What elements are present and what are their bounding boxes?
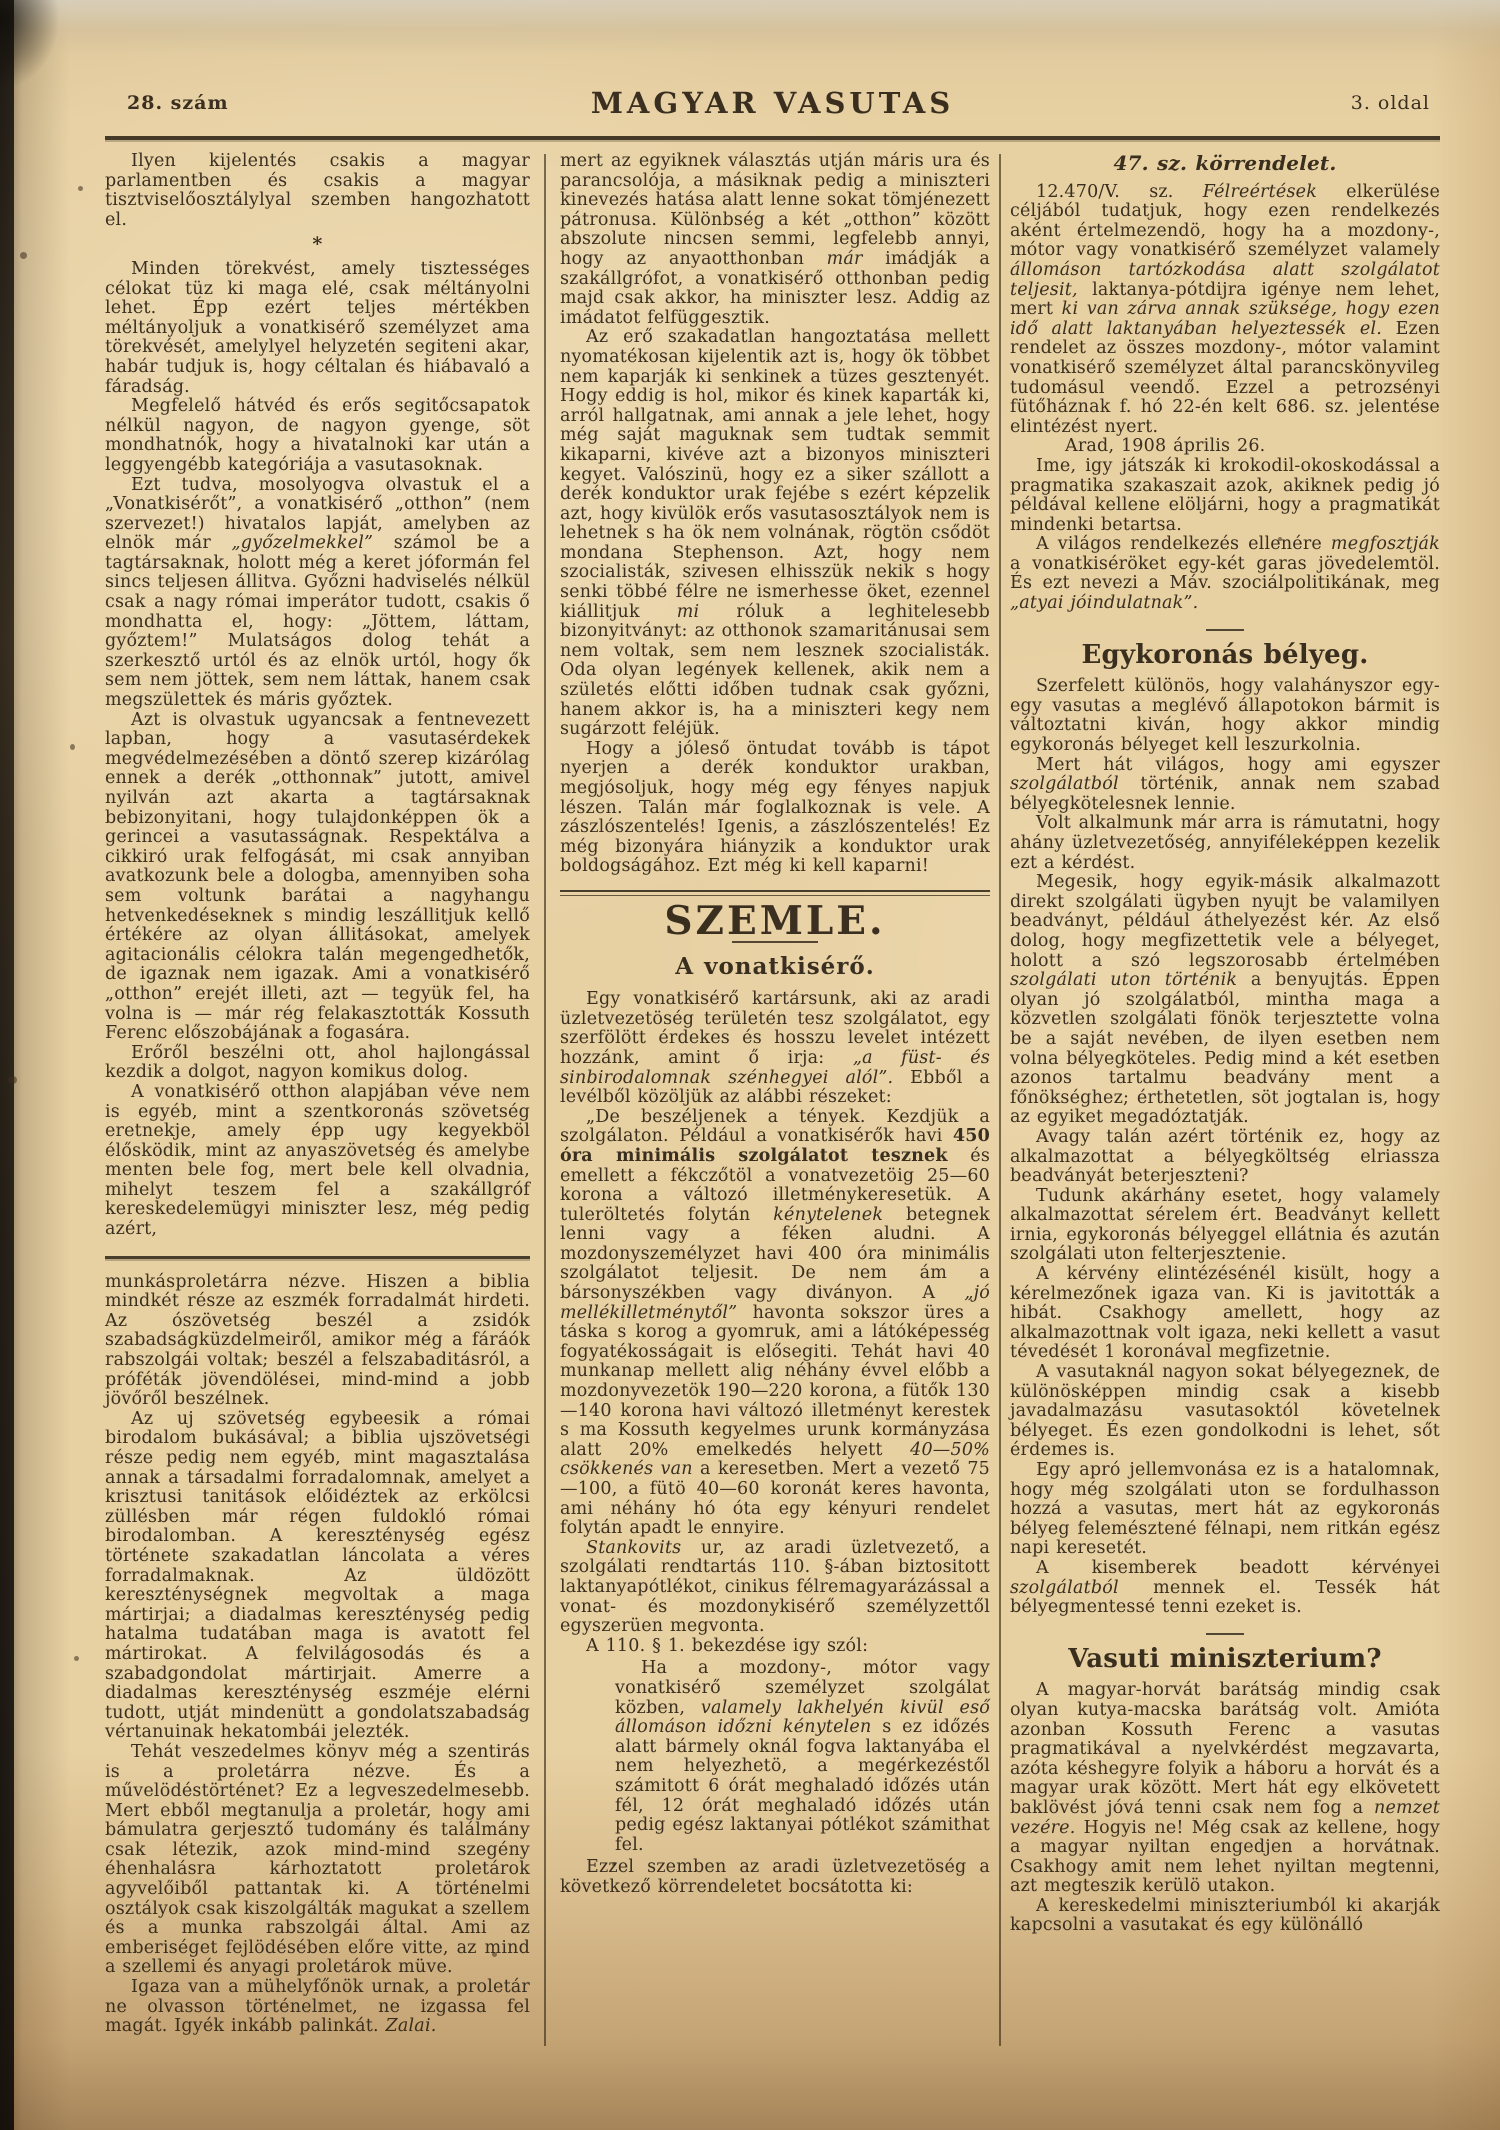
paper-speck [70, 744, 75, 750]
paragraph: Tudunk akárhány esetet, hogy valamely alkalmazottat sérelem ért. Beadványt kellett irnia, egykoronás bélyeggel ellátnia és azután szolgálati uton felterjesztenie. [1010, 1185, 1440, 1265]
column-3 [1010, 152, 1440, 2046]
paragraph: A világos rendelkezés ellenére megfosztják a vonatkiséröket egy-két garas jövedelemtöl. És ezt nevezi a Máv. szociálpolitikának, meg „atyai jóindulatnak”. [1010, 534, 1440, 614]
double-rule [560, 890, 990, 896]
scan-corner-shadow [0, 0, 60, 90]
article-divider-rule [105, 1256, 530, 1259]
section-title-szemle: SZEMLE. [664, 897, 886, 944]
column-1 [105, 152, 530, 2046]
circular-heading: 47. sz. körrendelet. [1113, 151, 1337, 175]
paragraph: Minden törekvést, amely tisztességes célokat tüz ki maga elé, csak méltányolni lehet. Épp ezért teljes mértékben méltányoljuk a vonatkisérő személyzet ama törekvését, amelylyel helyzetén segiteni akar, habár tudjuk is, hogy céltalan és hiábavaló a fáradság. [105, 258, 530, 397]
paragraph: Ilyen kijelentés csakis a magyar parlamentben és csakis a magyar tisztviselőosztálylyal szemben hangozhatott el. [105, 151, 530, 230]
paragraph: A kérvény elintézésénél kisült, hogy a kérelmezőnek igaza van. Ki is javitották a hibát. Csakhogy amellett, hogy az alkalmazottnak volt igaza, neki kellett a vasut tévedését 1 koronával megfizetnie. [1010, 1264, 1440, 1363]
article-title-vasuti-miniszterium: Vasuti miniszterium? [1068, 1643, 1382, 1674]
paragraph: Igaza van a mühelyfőnök urnak, a proletár ne olvasson történelmet, ne izgassa fel magát. Igyék inkább palinkát. Zalai. [105, 1977, 530, 2037]
paragraph: Hogy a jóleső öntudat tovább is tápot nyerjen a derék konduktor urakban, megjósoljuk, hogy még egy fényes napjuk lészen. Talán már foglalkoznak is vele. A zászlószentelés! Igenis, a zászlószentelés! Ez még bizonyára hiányzik a konduktor urak boldogságához. Ezt még ki kell kaparni! [560, 738, 990, 877]
paper-speck [8, 1076, 17, 1084]
section-dash-divider [1206, 1633, 1244, 1635]
paragraph: Stankovits ur, az aradi üzletvezető, a szolgálati rendtartás 110. §-ában biztositott laktanyapótlékot, cinikus félremagyarázással a vonat- és mozdonykisérő személyzettől egyszerüen megvonta. [560, 1537, 990, 1637]
header-rule [105, 136, 1440, 140]
paragraph: Az uj szövetség egybeesik a római birodalom bukásával; a biblia ujszövetségi része pedig nem egyéb, mint magasztalása annak a társadalmi forradalomnak, amelyet a krisztusi tanitások előidéztek az erkölcsi züllésben már régen fuldokló római birodalomban. A kereszténység egész története szakadatlan láncolata a véres forradalmaknak. Az üldözött kereszténységnek megvoltak a maga mártirjai; a diadalmas kereszténység pedig hatalma tudatában maga is avatott fel mártirokat. A felvilágosodás és a szabadgondolat mártirjait. Amerre a diadalmas kereszténység eszméje elérni tudott, utját mindenütt a gondolatszabadság vértanuinak hekatombái jelezték. [105, 1408, 530, 1743]
paragraph: Azt is olvastuk ugyancsak a fentnevezett lapban, hogy a vasutasérdekek megvédelmezésében a döntő szerep kizárólag ennek a derék „otthonnak” jutott, amivel nyilván azt akarta a tagtársaknak bebizonyitani, hogy tulajdonképpen ök a gerincei a vasutasságnak. Respektálva a cikkiró urak felfogását, mi csak annyiban avatkozunk bele a dologba, amennyiben soha sem voltunk barátai a nagyhangu hetvenkedéseknek s mindig leszállitjuk kellő értékére az olyan állitásokat, amelyek agitacionális célokra talán megengedhetők, de igaznak nem igazak. Ami a vonatkisérő „otthon” erejét illeti, azt — tegyük fel, ha volna is — már rég felakasztották Kossuth Ferenc előszobájának a fogasára. [105, 709, 530, 1044]
scan-left-edge [0, 0, 14, 2130]
paragraph: A vonatkisérő otthon alapjában véve nem is egyéb, mint a szentkoronás szövetség eretnekje, amely épp ugy kegyekböl élősködik, mint az anyaszövetség és amelybe menten bele fog, mert bele kell olvadnia, mihelyt teszem fel a szakállgróf kereskedelemügyi miniszter lesz, még pedig azért, [105, 1081, 530, 1240]
paragraph: 12.470/V. sz. Félreértések elkerülése céljából tudatjuk, hogy ezen rendelkezés aként értelmezendö, hogy ha a mozdony-, mótor vagy vonatkisérő személyzet valamely állomáson tartózkodása alatt szolgálatot teljesit, laktanya-pótdijra igénye nem lehet, mert ki van zárva annak szüksége, hogy ezen idő alatt laktanyában helyeztessék el. Ezen rendelet az összes mozdony-, mótor valamint vonatkisérő személyzet által parancskönyvileg tudomásul veendő. Ezzel a petrozsényi fütőháznak f. hó 22-én kelt 686. sz. jelentése elintézést nyert. [1010, 181, 1440, 437]
dateline: Arad, 1908 április 26. [1065, 436, 1266, 457]
paragraph: A kisemberek beadott kérvényei szolgálatból mennek el. Tessék hát bélyegmentessé tenni ezeket is. [1010, 1557, 1440, 1618]
paragraph: A vasutaknál nagyon sokat bélyegeznek, de különösképpen mindig csak a kisebb javadalmazásu vasutasoktól követelnek bélyeget. És ezen gondolkodni is lehet, sőt érdemes is. [1010, 1362, 1440, 1461]
paragraph-continuation: mert az egyiknek választás utján máris ura és parancsolója, a másiknak pedig a miniszteri kinevezés hatása alatt lenne sokat tömjénezett pátronusa. Különbség a két „otthon” között abszolute nincsen semmi, legfelebb annyi, hogy az anyaotthonban már imádják a szakállgrófot, a vonatkisérő otthonban pedig majd csak akkor, ha miniszter lesz. Addig az imádatot felfüggesztik. [560, 151, 990, 328]
paragraph: Ime, igy játszák ki krokodil-okoskodással a pragmatika szakaszait azok, akiknek pedig jó példával kellene elöljárni, hogy a pragmatikát mindenki betartsa. [1010, 455, 1440, 535]
paragraph: Szerfelett különös, hogy valahányszor egy-egy vasutas a meglévő állapotokon bármit is változtatni kiván, hogy akkor mindig egykoronás bélyeget kell leszurkolnia. [1010, 676, 1440, 756]
paragraph: Az erő szakadatlan hangoztatása mellett nyomatékosan kijelentik azt is, hogy ök többet nem kaparják ki senkinek a tüzes gesztenyét. Hogy eddig is hol, mikor és kinek kaparták ki, arról hallgatnak, ami annak a jele lehet, hogy még saját maguknak sem tudtak semmit kikaparni, kivéve azt a bizonyos miniszteri kegyet. Valószinü, hogy ez a siker szállott a derék konduktor urak fejébe s ezért képzelik azt, hogy kivülök erős vasutasosztályok nem is lehetnek s ha ök nem volnának, rögtön csődöt mondana Stephenson. Azt, hogy nem szocialisták, szivesen elhisszük nekik s hogy senki többé félre ne ismerhesse öket, ezennel kiállitjuk mi róluk a leghitelesebb bizonyitványt: az otthonok szamaritánusai sem nem voltak, sem nem lesznek szocialisták. Oda olyan legények kellenek, akik nem a születés előtti időben tudnak csak győzni, hanem akkor is, ha a miniszteri kegy nem sugárzott feléjük. [560, 327, 990, 740]
paragraph: Ezzel szemben az aradi üzletvezetöség a következő körrendeletet bocsátotta ki: [560, 1857, 990, 1897]
paragraph: Megesik, hogy egyik-másik alkalmazott direkt szolgálati ügyben nyujt be valamilyen beadványt, például áthelyezést kér. Az első dolog, hogy megfizettetik vele a bélyeget, holott a szó legszorosabb értelmében szolgálati uton történik a benyujtás. Éppen olyan jó szolgálatból, mintha maga a közvetlen szolgálati fönök terjesztette volna be a saját nevében, de ilyen esetben nem volna bélyegköteles. Pedig mind a két esetben azonos tartalmu beadvány ment a főnökséghez; érthetetlen, söt jogtalan is, hogy az egyiket megadóztatják. [1010, 872, 1440, 1128]
article-title-vonatkisero: A vonatkisérő. [675, 952, 875, 980]
paragraph: Erőről beszélni ott, ahol hajlongással kezdik a dolgot, nagyon komikus dolog. [105, 1042, 530, 1083]
paragraph: Volt alkalmunk már arra is rámutatni, hogy ahány üzletvezetőség, annyiféleképpen kezelik ezt a kérdést. [1010, 813, 1440, 873]
article-title-egykoronas-belyeg: Egykoronás bélyeg. [1081, 639, 1369, 670]
section-separator-star: * [312, 233, 323, 256]
page-number: 3. oldal [1350, 92, 1430, 114]
paragraph: Tehát veszedelmes könyv még a szentirás is a proletárra nézve. És a művelödéstörténet? Ez a legveszedelmesebb. Mert ebből megtanulja a proletár, hogy ami bámulatra gerjesztő tudomány és találmány csak létezik, azok mind-mind szegény éhenhalásra kárhoztatott proletárok agyvelőiből pattantak ki. A történelmi osztályok csak kiszolgálták magukat a szellem és a munka rabszolgái által. Ami az emberiséget fejlödésében előre vitte, az mind a szellemi és anyagi proletárok müve. [105, 1741, 531, 1978]
masthead-title: MAGYAR VASUTAS [590, 86, 955, 120]
issue-number: 28. szám [127, 92, 229, 114]
page-header [105, 86, 1440, 128]
paragraph: Megfelelő hátvéd és erős segitőcsapatok nélkül nagyon, de nagyon gyenge, söt mondhatnók, hogy a hivatalnoki kar után a leggyengébb kategóriája a vasutasoknak. [105, 396, 530, 475]
paragraph: Avagy talán azért történik ez, hogy az alkalmazottat a bélyegköltség elriassza beadványát beterjeszteni? [1010, 1126, 1440, 1187]
column-rule [999, 154, 1001, 2046]
paragraph: A 110. § 1. bekezdése igy szól: [586, 1635, 869, 1656]
paper-speck [78, 186, 83, 191]
paragraph: Ezt tudva, mosolyogva olvastuk el a „Vonatkisérőt”, a vonatkisérő „otthon” (nem szervezet!) hivatalos lapját, amelyben az elnök már „győzelmekkel” számol be a tagtársaknak, holott még a keret jóformán fel sincs teljesen állitva. Győzni hadviselés nélkül csak a nagy római imperátor tudott, csakis ő mondhatta el, hogy: „Jöttem, láttam, győztem!” Mulatságos dolog tehát a szerkesztő urtól és az elnök urtól, hogy ők sem nem jöttek, sem nem láttak, hanem csak megszülettek és máris győztek. [105, 474, 530, 711]
paragraph: Egy vonatkisérő kartársunk, aki az aradi üzletvezetöség területén tesz szolgálatot, egy szerfölött érdekes és hosszu levelet intézett hozzánk, amint ő irja: „a füst- és sinbirodalomnak szénhegyei alól”. Ebből a levélből közöljük az alábbi részeket: [560, 989, 990, 1108]
section-dash-divider [1206, 629, 1244, 631]
paragraph: A magyar-horvát barátság mindig csak olyan kutya-macska barátság volt. Amióta azonban Kossuth Ferenc a vasutas pragmatikával a nyelvkérdést megzavarta, azóta késhegyre folyik a háboru a horvát és a magyar urak között. Mert hát egy elkövetett baklövést jóvá tenni csak nem fog a nemzet vezére. Hogyis ne! Még csak az kellene, hogy a magyar nyiltan engedjen a horvátnak. Csakhogy amit nem lehet nyiltan megtenni, azt megteszik kerülö utakon. [1010, 1680, 1440, 1897]
paragraph: Mert hát világos, hogy ami egyszer szolgálatból történik, annak nem szabad bélyegkötelesnek lennie. [1010, 754, 1440, 814]
page-content [105, 86, 1440, 2046]
column-rule [544, 154, 546, 2046]
scan-top-band [0, 0, 1500, 54]
paragraph: „De beszéljenek a tények. Kezdjük a szolgálaton. Például a vonatkisérők havi 450 óra minimális szolgálatot tesznek és emellett a fékczőtöl a vonatvezetöig 25—60 korona a változó illetménykeresetük. A tuleröltetés folytán kénytelenek betegnek lenni vagy a féken aludni. A mozdonyszemélyzet havi 400 óra minimális szolgálatot teljesit. De nem ám a bársonyszékben vagy diványon. A „jó mellékilletménytől” havonta sokszor üres a táska s korog a gyomruk, ami a látóképesség fogyatékosságait is elősegiti. Tehát havi 40 munkanap mellett alig néhány évvel előbb a mozdonyvezetök 190—220 korona, a fütők 130—140 korona havi változó illetményt kerestek s ma Kossuth kegyelmes urunk kormányzása alatt 20% emelkedés helyett 40—50% csökkenés van a keresetben. Mert a vezető 75—100, a fütö 40—60 koronát keres havonta, ami néhány hó óta egy kényuri rendelet folytán apadt le ennyire. [560, 1106, 991, 1539]
paragraph-continuation: munkásproletárra nézve. Hiszen a biblia mindkét része az eszmék forradalmát hirdeti. Az ószövetség beszél a zsidók szabadságküzdelmeiről, amikor még a fáráók rabszolgái voltak; beszél a felszabaditásról, a próféták jövendölései, mind-mind a jobb jövőről beszélnek. [105, 1271, 530, 1410]
column-2 [560, 152, 990, 2046]
paper-speck [20, 252, 27, 259]
columns [105, 152, 1440, 2046]
paragraph: A kereskedelmi miniszteriumból ki akarják kapcsolni a vasutakat és egy különálló [1010, 1895, 1440, 1936]
paragraph: Egy apró jellemvonása ez is a hatalomnak, hogy még szolgálati uton se fordulhasson hozzá a vasutas, mert hát az egykoronás bélyeg felemésztené félnapi, nem ritkán egész napi keresetét. [1010, 1460, 1440, 1559]
regulation-quote: Ha a mozdony-, mótor vagy vonatkisérő személyzet szolgálat közben, valamely lakhelyén kivül eső állomáson időzni kénytelen s ez időzés alatt bármely oknál fogva laktanyába el nem helyezhetö, a megérkezéstől számitott 6 órát meghaladó időzés után fél, 12 órát meghaladó időzés után pedig egész laktanyai pótlékot számithat fel. [615, 1658, 990, 1855]
paper-speck [74, 1656, 79, 1661]
